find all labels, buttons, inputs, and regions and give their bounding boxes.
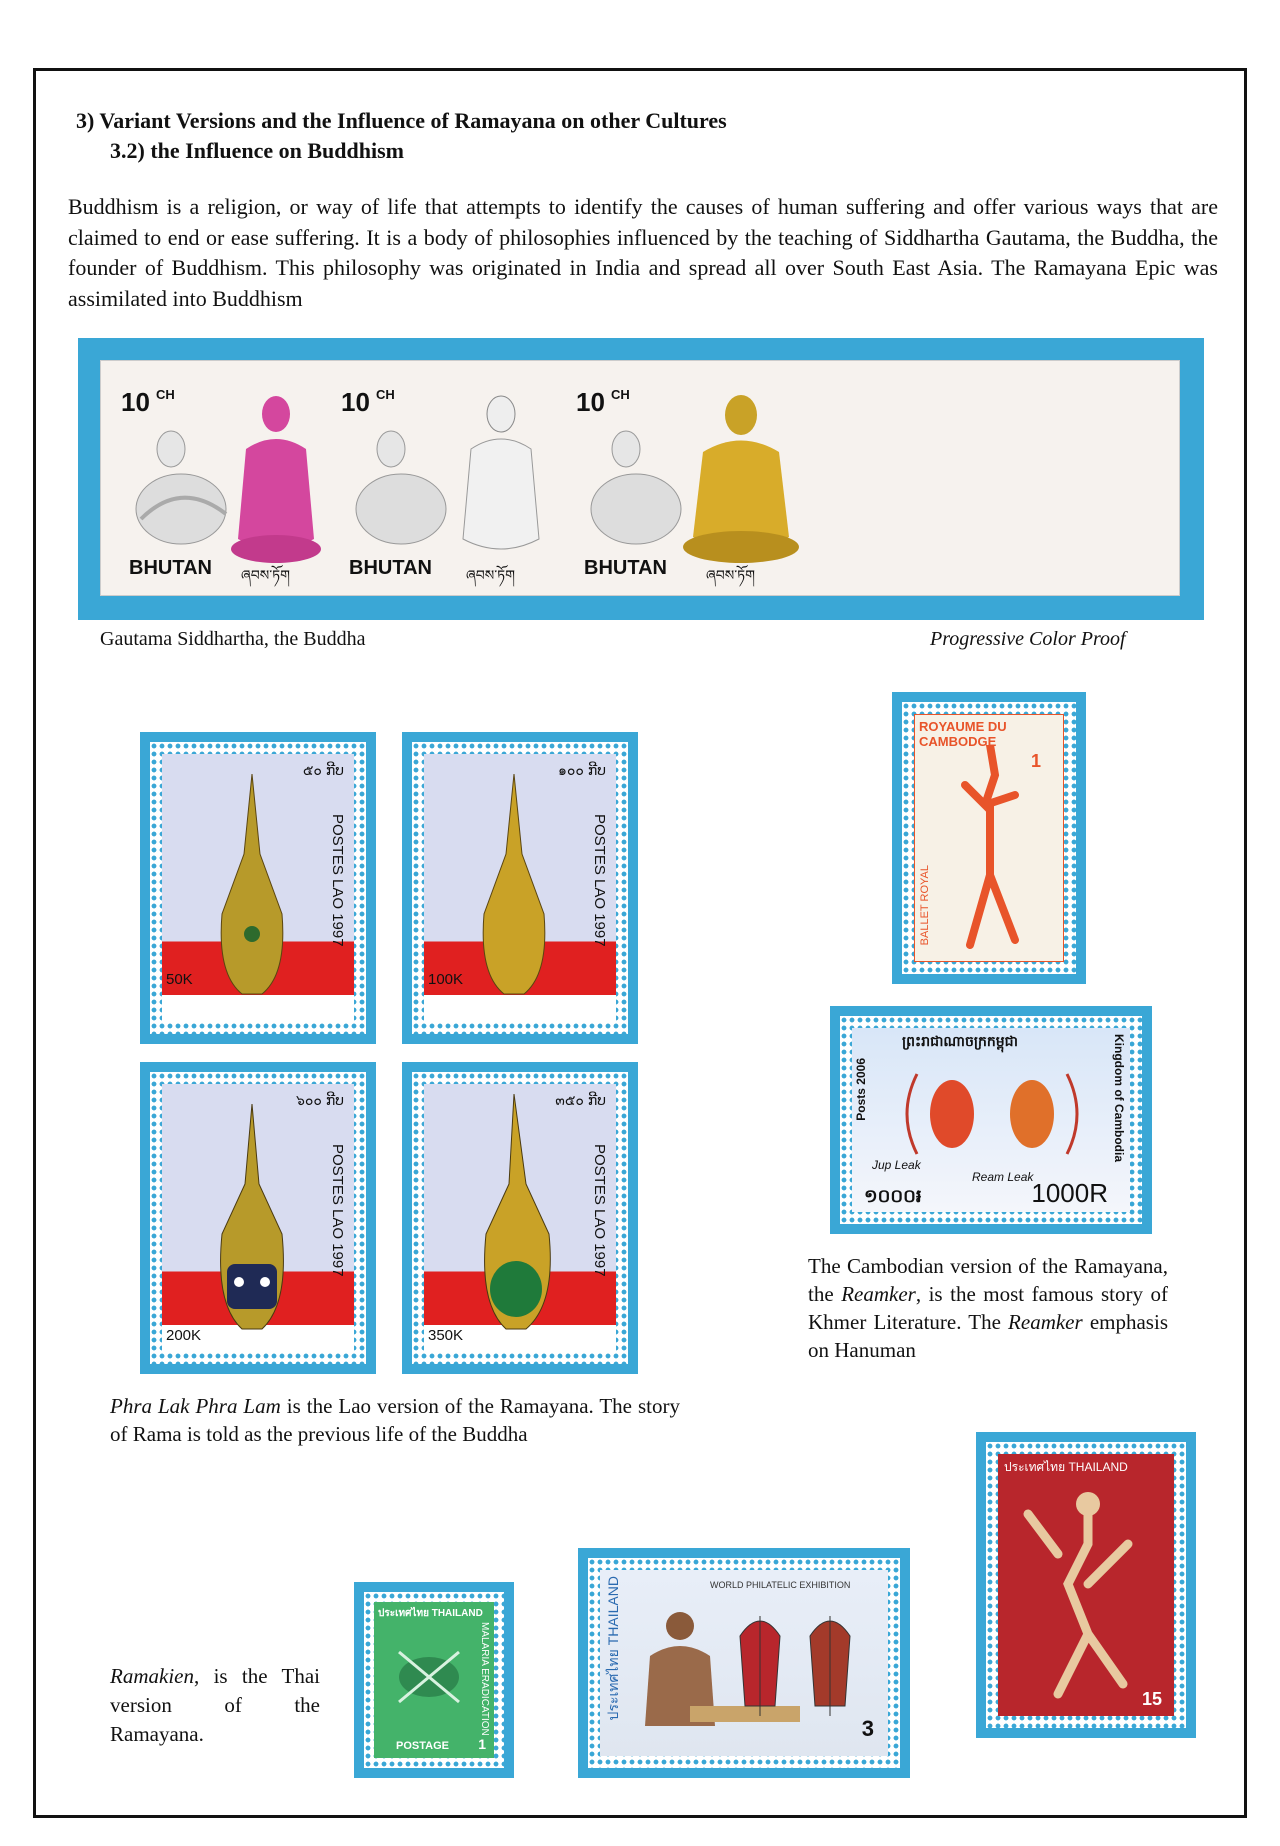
thai-mount-3 bbox=[976, 1432, 1196, 1738]
caption-italic-2: Reamker bbox=[1008, 1310, 1083, 1334]
stamp-khmer-title: ព្រះរាជាណាចក្រកម្ពុជា bbox=[902, 1033, 1019, 1049]
caption-italic: Phra Lak Phra Lam bbox=[110, 1394, 281, 1418]
lao-mount-1 bbox=[140, 732, 376, 1044]
left-figure-name: Jup Leak bbox=[872, 1158, 921, 1172]
lao-stamp-50k bbox=[150, 742, 366, 1034]
stamp-label: POSTAGE bbox=[396, 1740, 449, 1752]
cambodia-mount-2 bbox=[830, 1006, 1152, 1234]
thai-mount-1 bbox=[354, 1582, 514, 1778]
stamp-script: ཞབས་ཏོག bbox=[706, 567, 755, 583]
stamp-year: Posts 2006 bbox=[854, 1058, 868, 1121]
lao-mount-2 bbox=[402, 732, 638, 1044]
caption-italic-1: Reamker bbox=[841, 1282, 916, 1306]
lao-stamp-350k bbox=[412, 1072, 628, 1364]
pieta-sculpture-icon bbox=[351, 419, 451, 549]
buddha-figure-icon bbox=[451, 389, 551, 564]
right-figure-name: Ream Leak bbox=[972, 1170, 1034, 1184]
stamp-value: 1000R bbox=[1031, 1178, 1108, 1208]
stamp-country: BHUTAN bbox=[129, 557, 212, 579]
stamp-country: POSTES LAO 1997 bbox=[591, 814, 608, 947]
thai-stamp-malaria bbox=[364, 1592, 504, 1768]
cambodia-stamp-ballet bbox=[902, 702, 1076, 974]
stamp-value: 1 bbox=[478, 1736, 486, 1752]
stamp-image bbox=[374, 1602, 494, 1758]
stamp-unit: CH bbox=[376, 387, 395, 402]
cambodia-mount-1 bbox=[892, 692, 1086, 984]
pieta-sculpture-icon bbox=[131, 419, 231, 549]
demon-mask-icon bbox=[197, 1104, 307, 1339]
stamp-country: BHUTAN bbox=[349, 557, 432, 579]
mosquito-icon bbox=[389, 1632, 469, 1722]
dancer-figure-icon bbox=[945, 745, 1035, 955]
caption-text-1: The Cambodian version of the Ramayana, the bbox=[808, 1254, 1168, 1306]
bhutan-stamp-pink bbox=[111, 379, 326, 589]
stamp-country: ประเทศไทย THAILAND bbox=[1004, 1460, 1128, 1474]
cambodia-stamp-reamker bbox=[840, 1016, 1142, 1224]
bhutan-stamp-grey bbox=[331, 371, 561, 589]
green-mask-icon bbox=[464, 1094, 574, 1339]
stamp-value: 100K bbox=[428, 971, 464, 988]
stamp-country: POSTES LAO 1997 bbox=[329, 1144, 346, 1277]
buddha-figure-icon bbox=[681, 387, 811, 567]
stamp-image bbox=[852, 1028, 1130, 1212]
thai-caption bbox=[110, 1662, 320, 1749]
stamp-unit: CH bbox=[156, 387, 175, 402]
stamp-value: 10 bbox=[341, 387, 370, 417]
stamp-value: 50K bbox=[166, 971, 193, 988]
stamp-side-text: MALARIA ERADICATION bbox=[479, 1622, 490, 1736]
stamp-title: ROYAUME DU CAMBODGE bbox=[919, 719, 1007, 749]
cambodia-caption bbox=[808, 1252, 1168, 1364]
puppeteer-scene-icon bbox=[630, 1596, 870, 1746]
caption-text-3: emphasis on Hanuman bbox=[808, 1310, 1168, 1362]
stamp-image bbox=[424, 754, 616, 1022]
stamp-country: ประเทศไทย THAILAND bbox=[605, 1576, 621, 1721]
section-heading: 3) Variant Versions and the Influence of Ramayana on other Cultures bbox=[76, 108, 727, 133]
lao-caption bbox=[110, 1392, 680, 1448]
stamp-image bbox=[162, 1084, 354, 1352]
stamp-value: 15 bbox=[1141, 1689, 1162, 1709]
thai-stamp-puppets bbox=[588, 1558, 900, 1768]
stamp-unit: CH bbox=[611, 387, 630, 402]
stamp-top-value: ๓๕๐ ກີບ bbox=[555, 1092, 606, 1108]
stamp-event: WORLD PHILATELIC EXHIBITION bbox=[710, 1580, 851, 1590]
caption-text: , is the Thai version of the Ramayana. bbox=[110, 1664, 320, 1746]
crown-headdress-icon bbox=[464, 774, 564, 1004]
crown-headdress-icon bbox=[202, 774, 302, 1004]
stamp-value: 350K bbox=[428, 1327, 464, 1344]
stamp-value-khmer: ១០០០៛ bbox=[864, 1186, 922, 1206]
bhutan-stamp-gold bbox=[566, 373, 826, 589]
stamp-country: POSTES LAO 1997 bbox=[329, 814, 346, 947]
stamp-top-value: ๕๐ ກີບ bbox=[302, 762, 344, 778]
bhutan-proof-strip bbox=[100, 360, 1180, 596]
stamp-value: 1 bbox=[1030, 751, 1041, 771]
stamp-value: 10 bbox=[576, 387, 605, 417]
lao-stamp-200k bbox=[150, 1072, 366, 1364]
lao-mount-3 bbox=[140, 1062, 376, 1374]
caption-text: is the Lao version of the Ramayana. The story of Rama is told as the previous life of the Buddha bbox=[110, 1394, 680, 1446]
caption-text-2: , is the most famous story of Khmer Literature. The bbox=[808, 1282, 1169, 1334]
stamp-image bbox=[162, 754, 354, 1022]
stamp-country: Kingdom of Cambodia bbox=[1112, 1034, 1126, 1162]
stamp-image bbox=[914, 714, 1064, 962]
hanuman-figure-icon bbox=[1018, 1484, 1158, 1704]
subsection-heading: 3.2) the Influence on Buddhism bbox=[110, 138, 405, 163]
stamp-value: 10 bbox=[121, 387, 150, 417]
intro-paragraph: Buddhism is a religion, or way of life that attempts to identify the causes of human suffering and offer various ways that are claimed to end or ease suffering. It is a body of philosophies influenced by the teaching of Siddhartha Gautama, the Buddha, the founder of Buddhism. This philosophy was originated in India and spread all over South East Asia. The Ramayana Epic was assimilated into Buddhism bbox=[68, 194, 1218, 311]
bhutan-mount bbox=[78, 338, 1204, 620]
thai-mount-2 bbox=[578, 1548, 910, 1778]
stamp-value: 200K bbox=[166, 1327, 202, 1344]
stamp-image bbox=[998, 1454, 1174, 1716]
stamp-image bbox=[600, 1570, 888, 1756]
stamp-country: POSTES LAO 1997 bbox=[591, 1144, 608, 1277]
lao-stamp-100k bbox=[412, 742, 628, 1034]
buddha-figure-icon bbox=[226, 389, 326, 564]
stamp-side-text: BALLET ROYAL bbox=[919, 865, 931, 946]
stamp-title: ประเทศไทย THAILAND bbox=[378, 1608, 483, 1619]
pieta-sculpture-icon bbox=[586, 419, 686, 549]
bhutan-caption-right: Progressive Color Proof bbox=[930, 628, 1126, 650]
stamp-image bbox=[424, 1084, 616, 1352]
stamp-country: BHUTAN bbox=[584, 557, 667, 579]
stamp-top-value: ๑๐๐ ກີບ bbox=[557, 762, 606, 778]
stamp-script: ཞབས་ཏོག bbox=[466, 567, 515, 583]
stamp-top-value: ๖๐๐ ກີບ bbox=[295, 1092, 344, 1108]
caption-italic: Ramakien bbox=[110, 1664, 194, 1688]
stamp-script: ཞབས་ཏོག bbox=[241, 567, 290, 583]
archer-figures-icon bbox=[892, 1054, 1092, 1184]
lao-mount-4 bbox=[402, 1062, 638, 1374]
stamp-value: 3 bbox=[861, 1716, 874, 1741]
thai-stamp-hanuman bbox=[986, 1442, 1186, 1728]
bhutan-caption-left: Gautama Siddhartha, the Buddha bbox=[100, 628, 366, 650]
